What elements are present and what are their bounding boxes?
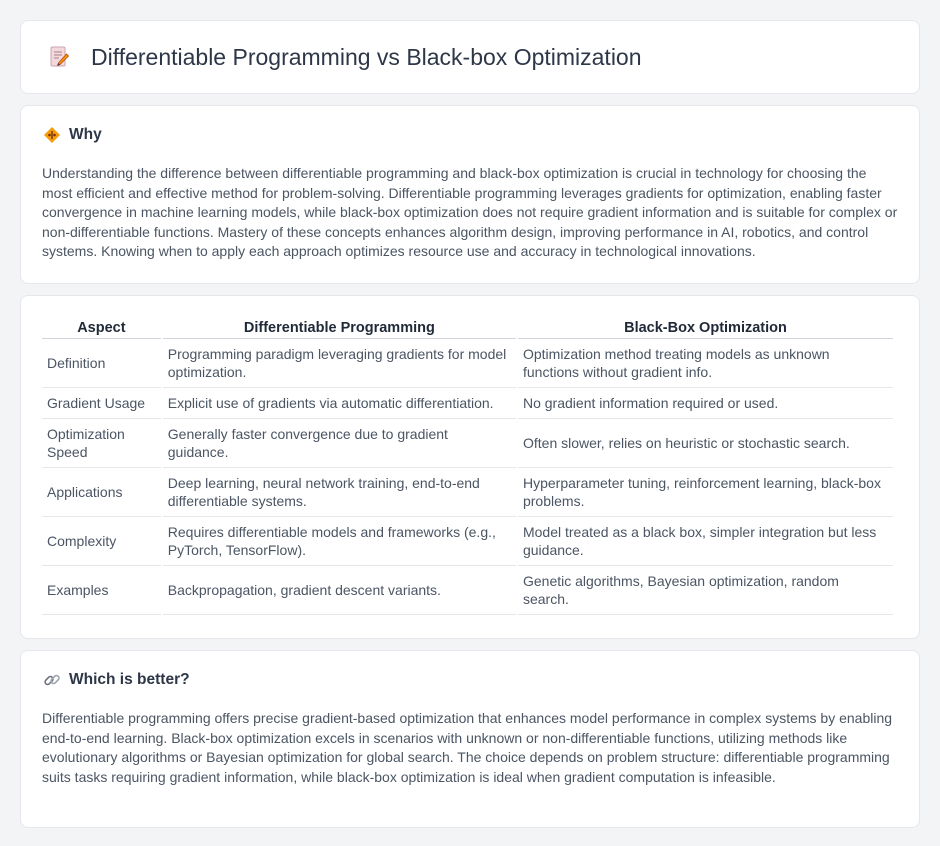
row-aspect: Complexity — [42, 517, 161, 566]
row-differentiable: Deep learning, neural network training, end-to-end differentiable systems. — [163, 468, 516, 517]
row-aspect: Definition — [42, 339, 161, 388]
table-row — [42, 566, 893, 615]
header-blackbox: Black-Box Optimization — [518, 316, 893, 339]
table-row — [42, 419, 893, 468]
link-icon — [43, 671, 61, 689]
row-blackbox: Often slower, relies on heuristic or stochastic search. — [518, 419, 893, 468]
better-header — [42, 671, 898, 689]
better-text: Differentiable programming offers precise gradient-based optimization that enhances model performance in complex systems by enabling end-to-end learning. Black-box optimization excels in scenarios with unknown or non-differentiable functions, utilizing methods like evolutionary algorithms or Bayesian optimization for global search. The choice depends on problem structure: differentiable programming suits tasks requiring gradient information, while black-box optimization is ideal when gradient computation is infeasible. — [42, 710, 893, 785]
row-aspect: Examples — [42, 566, 161, 615]
row-aspect: Gradient Usage — [42, 388, 161, 419]
row-differentiable: Generally faster convergence due to gradient guidance. — [163, 419, 516, 468]
document-pencil-icon — [47, 45, 71, 69]
why-title: Why — [69, 126, 102, 143]
comparison-table — [40, 316, 895, 615]
row-differentiable: Explicit use of gradients via automatic differentiation. — [163, 388, 516, 419]
why-text: Understanding the difference between differentiable programming and black-box optimization is crucial in technology for choosing the most efficient and effective method for problem-solving. Differentiable programming leverages gradients for optimization, enabling faster convergence in machine learning models, while black-box optimization does not require gradient information and is suitable for complex or non-differentiable functions. Mastery of these concepts enhances algorithm design, improving performance in AI, robotics, and control systems. Knowing when to apply each approach optimizes resource use and accuracy in technological innovations. — [42, 165, 898, 260]
row-aspect: Applications — [42, 468, 161, 517]
row-differentiable: Backpropagation, gradient descent variants. — [163, 566, 516, 615]
header-aspect: Aspect — [42, 316, 161, 339]
better-title: Which is better? — [69, 671, 190, 688]
table-row — [42, 468, 893, 517]
row-blackbox: Optimization method treating models as unknown functions without gradient info. — [518, 339, 893, 388]
row-differentiable: Programming paradigm leveraging gradients for model optimization. — [163, 339, 516, 388]
row-blackbox: Hyperparameter tuning, reinforcement learning, black-box problems. — [518, 468, 893, 517]
row-blackbox: No gradient information required or used. — [518, 388, 893, 419]
page-title: Differentiable Programming vs Black-box Optimization — [91, 43, 642, 70]
why-section — [20, 105, 920, 284]
row-blackbox: Genetic algorithms, Bayesian optimization, random search. — [518, 566, 893, 615]
title-card — [20, 20, 920, 94]
table-row — [42, 517, 893, 566]
diamond-sign-icon — [43, 126, 61, 144]
header-differentiable: Differentiable Programming — [163, 316, 516, 339]
better-section — [20, 650, 920, 828]
row-aspect: Optimization Speed — [42, 419, 161, 468]
row-differentiable: Requires differentiable models and frameworks (e.g., PyTorch, TensorFlow). — [163, 517, 516, 566]
comparison-section — [20, 295, 920, 639]
table-row — [42, 339, 893, 388]
why-header — [42, 126, 898, 144]
table-header-row — [42, 316, 893, 339]
row-blackbox: Model treated as a black box, simpler integration but less guidance. — [518, 517, 893, 566]
table-row — [42, 388, 893, 419]
